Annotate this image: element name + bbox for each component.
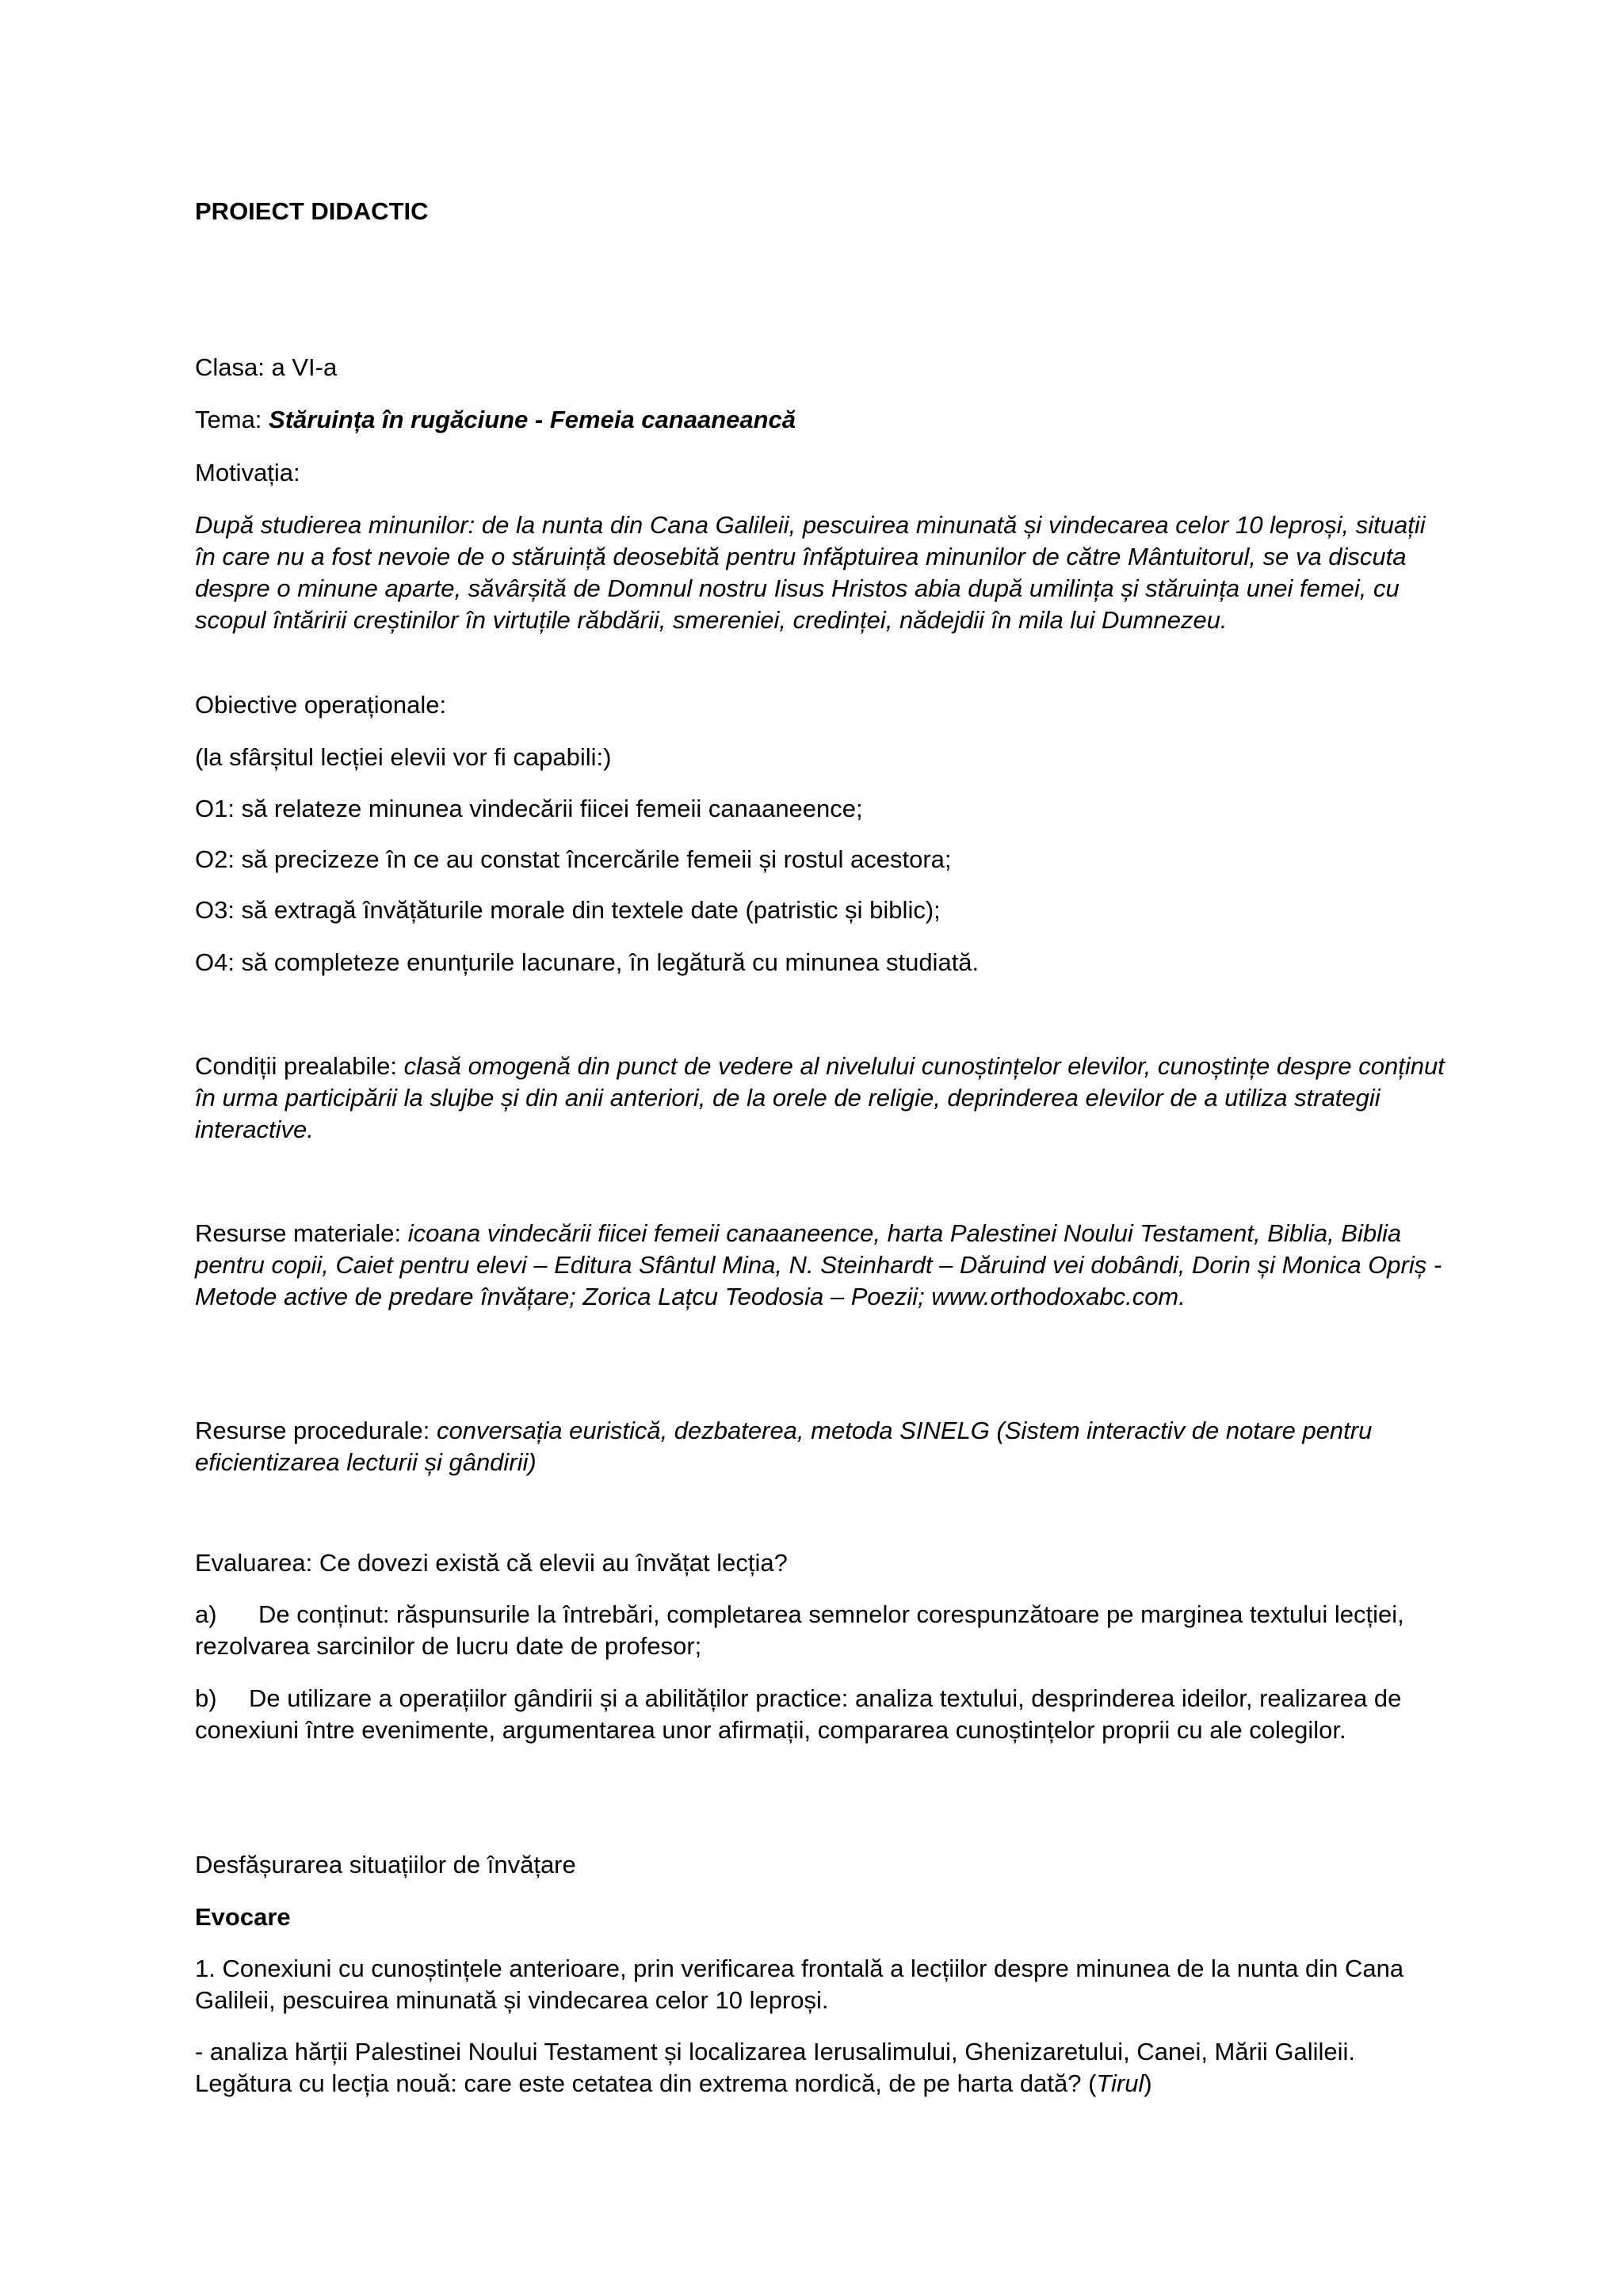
obiective-label: Obiective operaționale: [195,691,447,719]
tema-label: Tema: [195,406,269,433]
evocare-p2-text: - analiza hărții Palestinei Noului Testament și localizarea Ierusalimului, Ghenizaretului, Canei, Mării Galileii. Legătura cu lecția nouă: care este cetatea din extrema nordică, de pe harta dată? ( [195,2038,1355,2097]
objective-item-o1: O1: să relateze minunea vindecării fiicei femeii canaaneence; [195,795,863,822]
evaluarea-a-label: a) [195,1600,217,1628]
conditii-paragraph [195,1051,1447,1146]
evaluarea-b-label: b) [195,1684,217,1712]
tema-line [195,404,1447,436]
resurse-procedurale-text: conversația euristică, dezbaterea, metoda SINELG (Sistem interactiv de notare pentru eficientizarea lecturii și gândirii) [195,1417,1373,1476]
document-title: PROIECT DIDACTIC [195,197,429,225]
evaluarea-b-text: De utilizare a operațiilor gândirii și a abilităților practice: analiza textului, desprinderea ideilor, realizarea de conexiuni între evenimente, argumentarea unor afirmații, compararea cunoștințelor proprii cu ale colegilor. [195,1684,1402,1744]
motivatia-label: Motivația: [195,459,300,486]
evocare-paragraph-1: 1. Conexiuni cu cunoștințele anterioare, prin verificarea frontală a lecțiilor despre minunea de la nunta din Cana Galileii, pescuirea minunată și vindecarea celor 10 leproși. [195,1955,1404,2014]
evocare-heading: Evocare [195,1903,291,1931]
evocare-p2-answer: Tirul [1096,2069,1144,2097]
evaluarea-item-b [195,1683,1447,1746]
conditii-label: Condiții prealabile: [195,1052,404,1080]
resurse-procedurale-label: Resurse procedurale: [195,1417,437,1444]
page-content [195,0,1447,2296]
evaluarea-a-text: De conținut: răspunsurile la întrebări, completarea semnelor corespunzătoare pe marginea textului lecției, rezolvarea sarcinilor de lucru date de profesor; [195,1600,1404,1660]
resurse-materiale-label: Resurse materiale: [195,1219,408,1247]
resurse-materiale-text: icoana vindecării fiicei femeii canaaneence, harta Palestinei Noului Testament, Biblia, Biblia pentru copii, Caiet pentru elevi – Editura Sfântul Mina, N. Steinhardt – Dăruind vei dobândi, Dorin și Monica Opriș - Metode active de predare învățare; Zorica Lațcu Teodosia – Poezii; www.orthodoxabc.com. [195,1219,1442,1310]
evaluarea-question: Evaluarea: Ce dovezi există că elevii au învățat lecția? [195,1549,788,1577]
resurse-procedurale-paragraph [195,1415,1447,1478]
objective-item-o4: O4: să completeze enunțurile lacunare, în legătură cu minunea studiată. [195,948,980,976]
evocare-paragraph-2 [195,2036,1447,2100]
desfasurarea-heading: Desfășurarea situațiilor de învățare [195,1851,576,1878]
evaluarea-item-a [195,1599,1447,1662]
motivatia-text: După studierea minunilor: de la nunta din Cana Galileii, pescuirea minunată și vindecarea celor 10 leproși, situații în care nu a fost nevoie de o stăruință deosebită pentru înfăptuirea minunilor de către Mântuitorul, se va discuta despre o minune aparte, săvârșită de Domnul nostru Iisus Hristos abia după umilința și stăruința unei femei, cu scopul întăririi creștinilor în virtuțile răbdării, smereniei, credinței, nădejdii în mila lui Dumnezeu. [195,511,1426,634]
obiective-intro: (la sfârșitul lecției elevii vor fi capabili:) [195,743,612,771]
evocare-p2-close: ) [1144,2069,1152,2097]
resurse-materiale-paragraph [195,1218,1447,1313]
objective-item-o3: O3: să extragă învățăturile morale din textele date (patristic și biblic); [195,896,941,924]
objective-item-o2: O2: să precizeze în ce au constat încercările femeii și rostul acestora; [195,845,952,873]
tema-value: Stăruința în rugăciune - Femeia canaaneancă [269,406,796,433]
clasa-line: Clasa: a VI-a [195,353,338,381]
conditii-text: clasă omogenă din punct de vedere al nivelului cunoștințelor elevilor, cunoștințe despre conținut în urma participării la slujbe și din anii anteriori, de la orele de religie, deprinderea elevilor de a utiliza strategii interactive. [195,1052,1445,1143]
